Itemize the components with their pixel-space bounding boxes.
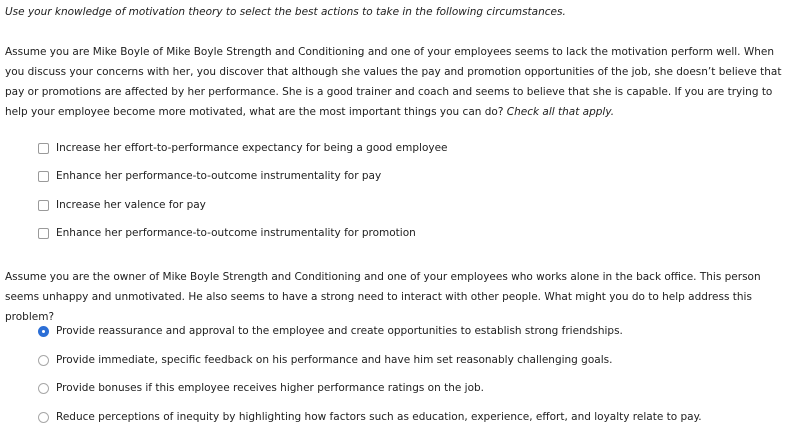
- radio-icon[interactable]: [38, 412, 49, 423]
- radio-icon[interactable]: [38, 355, 49, 366]
- radio-icon[interactable]: [38, 326, 49, 337]
- instructions: Use your knowledge of motivation theory to select the best actions to take in the following circumstances.: [5, 6, 566, 18]
- radio-icon[interactable]: [38, 383, 49, 394]
- question-1-body: Assume you are Mike Boyle of Mike Boyle Strength and Conditioning and one of your employees seems to lack the motivation perform well. When you discuss your concerns with her, you discover that although she values the pay and promotion opportunities of the job, she doesn’t believe that pay or promotions are affected by her performance. She is a good trainer and coach and seems to believe that she is capable. If you are trying to help your employee become more motivated, what are the most important things you can do?: [5, 46, 782, 118]
- q1-option-4[interactable]: [38, 225, 416, 241]
- checkbox-icon[interactable]: [38, 200, 49, 211]
- checkbox-icon[interactable]: [38, 228, 49, 239]
- q1-option-3-label: Increase her valence for pay: [56, 199, 206, 211]
- q2-option-4-label: Reduce perceptions of inequity by highlighting how factors such as education, experience, effort, and loyalty relate to pay.: [56, 411, 702, 423]
- question-1-hint: Check all that apply.: [506, 106, 615, 118]
- q1-option-4-label: Enhance her performance-to-outcome instrumentality for promotion: [56, 227, 416, 239]
- q2-option-2-label: Provide immediate, specific feedback on his performance and have him set reasonably challenging goals.: [56, 354, 613, 366]
- q1-option-2-label: Enhance her performance-to-outcome instrumentality for pay: [56, 170, 382, 182]
- q2-option-1-label: Provide reassurance and approval to the employee and create opportunities to establish strong friendships.: [56, 325, 623, 337]
- q1-option-2[interactable]: [38, 168, 381, 184]
- q2-option-3-label: Provide bonuses if this employee receives higher performance ratings on the job.: [56, 382, 485, 394]
- question-1-text: [5, 42, 793, 122]
- question-2-text: Assume you are the owner of Mike Boyle Strength and Conditioning and one of your employees who works alone in the back office. This person seems unhappy and unmotivated. He also seems to have a strong need to interact with other people. What might you do to help address this problem?: [5, 271, 761, 323]
- radio-dot: [42, 330, 45, 333]
- q1-option-1-label: Increase her effort-to-performance expectancy for being a good employee: [56, 142, 448, 154]
- q2-option-2[interactable]: [38, 352, 612, 368]
- checkbox-icon[interactable]: [38, 171, 49, 182]
- q2-option-1[interactable]: [38, 323, 623, 339]
- q2-option-3[interactable]: [38, 380, 484, 396]
- q1-option-1[interactable]: [38, 140, 448, 156]
- checkbox-icon[interactable]: [38, 143, 49, 154]
- q1-option-3[interactable]: [38, 197, 206, 213]
- q2-option-4[interactable]: [38, 409, 702, 425]
